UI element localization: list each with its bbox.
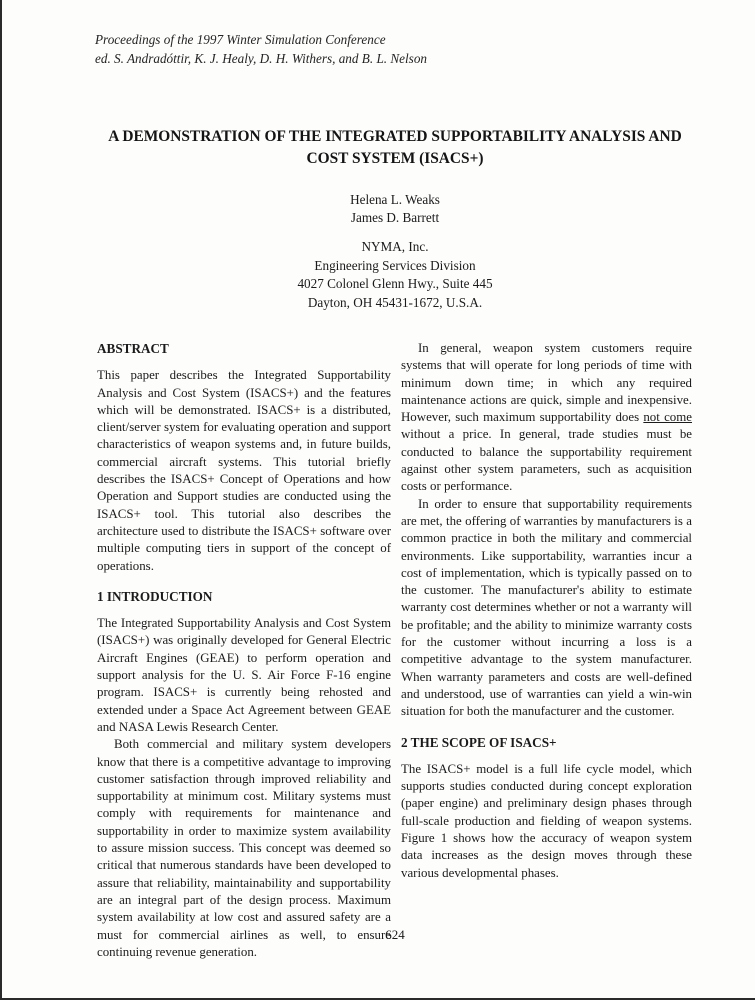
paragraph-text: without a price. In general, trade studies must be conducted to balance the supportability requirement against other system parameters, such as acquisition costs or performance. xyxy=(401,427,692,494)
page-number: 624 xyxy=(385,927,405,942)
affiliation-street: 4027 Colonel Glenn Hwy., Suite 445 xyxy=(297,276,493,291)
abstract-heading: ABSTRACT xyxy=(97,341,169,356)
authors-block xyxy=(70,191,720,227)
scope-paragraph: The ISACS+ model is a full life cycle model, which supports studies conducted during concept exploration (paper engine) and preliminary design phases through full-scale production and fielding of weapon systems. Figure 1 shows how the accuracy of weapon system data increases as the design moves through these various developmental phases. xyxy=(401,761,692,880)
paragraph-text: In general, weapon system customers require systems that will operate for long periods of time with minimum down time; in which any required maintenance actions are quick, simple and inexpensive. However, such maximum supportability does xyxy=(401,341,692,425)
introduction-paragraph-2: Both commercial and military system developers know that there is a competitive advantage to improving customer satisfaction through improved reliability and supportability at minimum cost. Military systems must comply with requirements for maintenance and supportability in order to maximize system availability to assure mission success. This concept was deemed so critical that numerous standards have been developed to assure that reliability, maintainability and supportability are an integral part of the design process. Maximum system availability at low cost and assured safety are a must for commercial airlines as well, to ensure continuing revenue generation. xyxy=(97,737,391,959)
body-paragraph-supportability xyxy=(401,340,692,496)
author-name: James D. Barrett xyxy=(350,210,440,225)
editors-line: ed. S. Andradóttir, K. J. Healy, D. H. Withers, and B. L. Nelson xyxy=(95,51,428,66)
affiliation-block xyxy=(70,238,720,312)
right-column xyxy=(401,340,692,882)
affiliation-city: Dayton, OH 45431-1672, U.S.A. xyxy=(307,294,483,310)
paper-title-line-1: A DEMONSTRATION OF THE INTEGRATED SUPPORTABILITY ANALYSIS AND xyxy=(108,128,682,145)
abstract-paragraph: This paper describes the Integrated Supportability Analysis and Cost System (ISACS+) and the features which will be demonstrated. ISACS+ is a distributed, client/server system for evaluating operation and support characteristics of weapon systems and, in future builds, commercial aircraft systems. This tutorial briefly describes the ISACS+ Concept of Operations and how Operation and Support studies are conducted using the ISACS+ tool. This tutorial also describes the architecture used to distribute the ISACS+ software over multiple computing tiers in support of the concept of operations. xyxy=(97,368,391,573)
scan-edge-left xyxy=(0,0,2,1000)
underlined-emphasis: not come xyxy=(643,410,692,425)
introduction-paragraph-1: The Integrated Supportability Analysis and Cost System (ISACS+) was originally developed for General Electric Aircraft Engines (GEAE) to perform operation and support analysis for the U. S. Air Force F-16 engine program. ISACS+ is currently being rehosted and extended under a Space Act Agreement between GEAE and NASA Lewis Research Center. xyxy=(97,616,391,734)
proceedings-line: Proceedings of the 1997 Winter Simulation Conference xyxy=(95,32,386,47)
left-column xyxy=(97,340,391,961)
paper-title-line-2: COST SYSTEM (ISACS+) xyxy=(306,150,484,167)
paper-title xyxy=(70,126,720,170)
introduction-heading: 1 INTRODUCTION xyxy=(97,588,213,604)
scope-heading: 2 THE SCOPE OF ISACS+ xyxy=(401,734,557,750)
body-paragraph-warranties: In order to ensure that supportability requirements are met, the offering of warranties by manufacturers is a common practice in both the military and commercial environments. Like supportability, warranties incur a cost of implementation, which is typically passed on to the customer. The manufacturer's ability to estimate warranty cost determines whether or not a warranty will be profitable; and the ability to minimize warranty costs for the customer without incurring a loss is a competitive advantage to the system manufacturer. When warranty parameters and costs are well-defined and understood, use of warranties can yield a win-win situation for both the manufacturer and the customer. xyxy=(401,496,692,719)
author-name: Helena L. Weaks xyxy=(350,192,440,207)
proceedings-header xyxy=(95,30,427,68)
affiliation-company: NYMA, Inc. xyxy=(361,239,429,254)
affiliation-division: Engineering Services Division xyxy=(314,257,476,273)
